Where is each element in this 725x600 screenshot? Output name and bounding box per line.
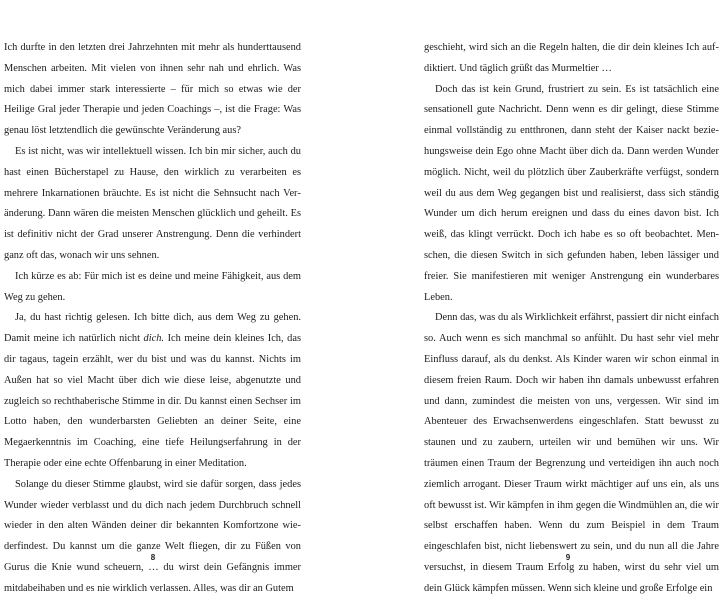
paragraph: Es ist nicht, was wir intellektuell wissen. Ich bin mir sicher, auch du hast einen Bücherstapel zu Hause, den wirklich zu verarbeiten es mehrere Inkarnationen bräuchte. Es ist nicht die Sehnsucht nach Veränderung. Dann wären die meisten Menschen glücklich und geheilt. Es ist definitiv nicht der Grad unserer Anstrengung. Denn die verhindert ganz oft das, wonach wir uns sehnen.	[4, 145, 301, 261]
paragraph: Ich durfte in den letzten drei Jahrzehnten mit mehr als hunderttausend Menschen arbeiten. Mit vielen von ihnen sehr nah und ehrlich. Was mich dabei immer stark interessierte – für mich so etwas wie der Heilige Gral jeder Therapie und jeden Coachings –, ist die Frage: Was genau löst letztendlich die gewünschte Veränderung aus?	[4, 42, 301, 137]
paragraph: Denn das, was du als Wirklichkeit erfährst, passiert dir nicht einfach so. Auch wenn es sich manchmal so anfühlt. Du hast sehr viel mehr Einfluss darauf, als du denkst. Als Kinder waren wir schon einmal in diesem freien Raum. Doch wir haben ihn damals unbewusst erfahren und dann, zumindest die meisten von uns, vergessen. Wir sind im Abenteuer des Erwachsenwerdens eingeschlafen. Statt bewusst zu staunen und zu zaubern, urteilen wir und bemühen wir uns. Wir träumen einen Traum der Begrenzung und verteidigen ihn auch noch ziemlich arrogant. Dieser Traum wirkt mächtiger auf uns ein, als uns oft bewusst ist. Wir kämpfen in ihm gegen die Windmühlen an, die wir selbst erschaffen haben. Wenn du zum Beispiel in dem Traum eingeschlafen bist, nicht liebenswert zu sein, und du nun all die Jahre versuchst, in diesem Traum Erfolg zu haben, wirst du sehr viel um dein Glück kämpfen müssen. Wenn sich kleine und große Erfolge ein	[424, 312, 719, 594]
paragraph: Doch das ist kein Grund, frustriert zu sein. Es ist tatsächlich eine sensationell gute Nachricht. Denn wenn es dir gelingt, diese Stimme einmal vollständig zu entthronen, dann steht der Kaiser nackt beziehungsweise dein Ego ohne Macht über dich da. Dann werden Wunder möglich. Nicht, weil du plötzlich über Zauberkräfte verfügst, sondern weil du aus dem Weg gegangen bist und realisierst, dass sich ständig Wunder um dich herum ereignen und dass du eines davon bist. Ich weiß, das klingt verrückt. Doch ich habe es so oft beobachtet. Menschen, die diesen Switch in sich gefunden haben, leben lässiger und freier. Sie manifestieren mit weniger Anstrengung ein wunderbares Leben.	[424, 83, 719, 303]
paragraph-text: Ja, du hast richtig gelesen. Ich bitte dich, aus dem Weg zu gehen. Damit meine ich natürlich nicht	[4, 312, 301, 345]
right-page	[424, 38, 719, 600]
emphasized-word: dich.	[143, 333, 165, 345]
paragraph: Ich kürze es ab: Für mich ist es deine und meine Fähigkeit, aus dem Weg zu gehen.	[4, 270, 301, 303]
page-number: 9	[565, 553, 571, 562]
paragraph	[4, 308, 301, 474]
page-number: 8	[150, 553, 156, 562]
paragraph: Solange du dieser Stimme glaubst, wird sie dafür sorgen, dass jedes Wunder wieder verblasst und du dich nach jedem Durchbruch schnell wieder in den alten Wänden deiner dir bekannten Komfortzone wiederfindest. Du kannst um die ganze Welt fliegen, dir zu Füßen von Gurus die Knie wund scheuern, … du wirst dein Gefängnis immer mitdabeihaben und es nie wirklich verlassen. Alles, was dir an Gutem	[4, 478, 301, 594]
paragraph-text: Ich meine dein kleines Ich, das dir tagaus, tagein erzählt, wer du bist und was du kannst. Nichts im Außen hat so viel Macht über dich wie diese leise, abgenutzte und zugleich so rechthaberische Stimme in dir. Du kannst einen Sechser im Lotto haben, den wunderbarsten Geliebten an deiner Seite, eine Megaerkenntnis im Coaching, eine tiefe Heilungserfahrung in der Therapie oder eine echte Offenbarung in einer Meditation.	[4, 333, 302, 469]
paragraph: geschieht, wird sich an die Regeln halten, die dir dein kleines Ich aufdiktiert. Und täglich grüßt das Murmeltier …	[424, 42, 719, 74]
left-page	[4, 38, 301, 600]
